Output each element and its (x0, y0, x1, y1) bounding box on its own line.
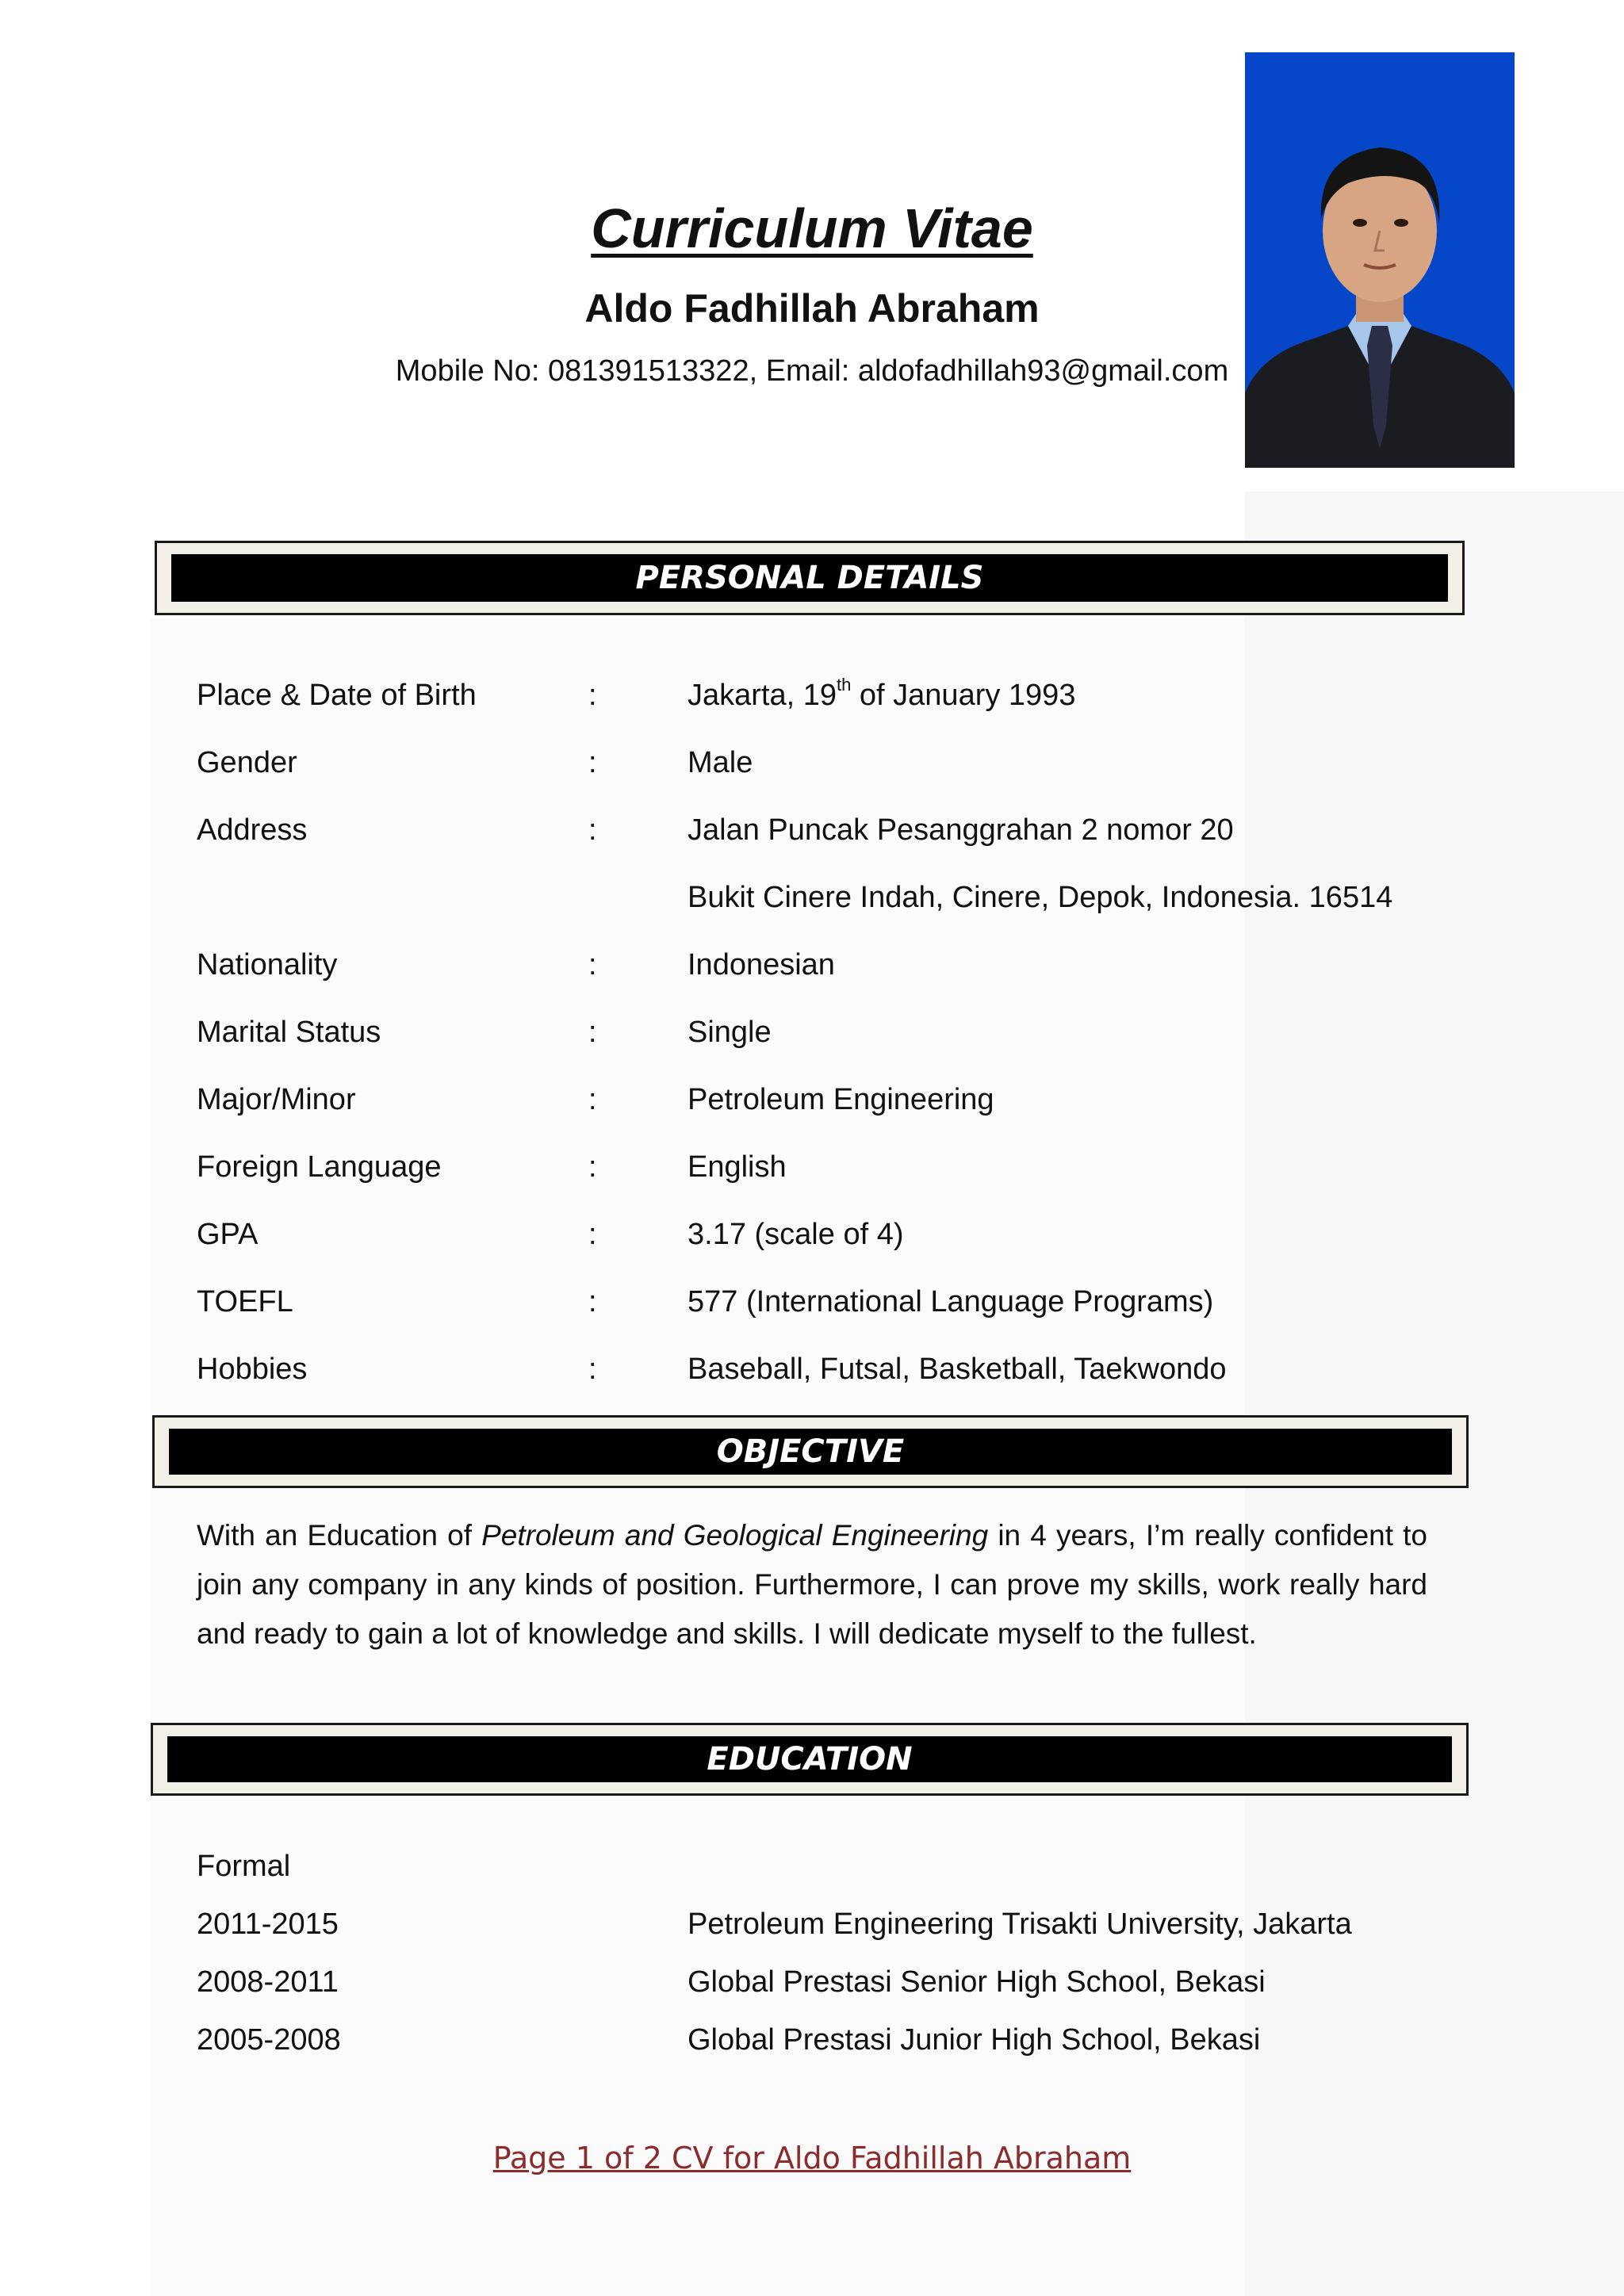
education-years: 2011-2015 (197, 1908, 339, 1941)
page-background-right (1245, 492, 1624, 2296)
objective-emphasis: Petroleum and Geological Engineering (481, 1519, 989, 1552)
education-school: Petroleum Engineering Trisakti University, Jakarta (688, 1908, 1352, 1941)
detail-value: English (688, 1150, 787, 1184)
detail-colon: : (588, 1150, 597, 1184)
section-title-personal: PERSONAL DETAILS (171, 554, 1448, 602)
detail-value: Indonesian (688, 948, 835, 982)
detail-value-text: of January 1993 (851, 679, 1076, 712)
education-school: Global Prestasi Senior High School, Bekasi (688, 1965, 1266, 1999)
detail-label: Foreign Language (197, 1150, 442, 1184)
section-header-personal (155, 541, 1465, 615)
detail-label: TOEFL (197, 1285, 293, 1318)
contact-line: Mobile No: 081391513322, Email: aldofadhillah93@gmail.com (395, 354, 1229, 388)
detail-colon: : (588, 746, 597, 779)
detail-value: 3.17 (scale of 4) (688, 1218, 904, 1251)
page-footer: Page 1 of 2 CV for Aldo Fadhillah Abraham (492, 2141, 1132, 2175)
detail-label: Place & Date of Birth (197, 679, 477, 712)
detail-label: Address (197, 813, 308, 847)
objective-paragraph (197, 1511, 1427, 1659)
detail-label: Gender (197, 746, 297, 779)
portrait-photo (1245, 52, 1515, 468)
detail-value: Male (688, 746, 753, 779)
detail-colon: : (588, 1083, 597, 1116)
objective-text: in 4 years, I’m really confident to join any company in any kinds of position. Furthermore, I can prove my skills, work really hard and ready to gain a lot of knowledge and skills. I will dedicate myself to the fullest. (197, 1519, 1427, 1650)
detail-colon: : (588, 1218, 597, 1251)
section-title-objective: OBJECTIVE (169, 1429, 1452, 1475)
section-title-education: EDUCATION (167, 1736, 1452, 1782)
detail-colon: : (588, 679, 597, 712)
education-years: 2008-2011 (197, 1965, 339, 1999)
detail-value: Jalan Puncak Pesanggrahan 2 nomor 20 (688, 813, 1234, 847)
detail-value: 577 (International Language Programs) (688, 1285, 1214, 1318)
detail-colon: : (588, 1285, 597, 1318)
detail-label: GPA (197, 1218, 259, 1251)
candidate-name: Aldo Fadhillah Abraham (584, 286, 1040, 331)
section-header-education (151, 1723, 1469, 1796)
detail-colon: : (588, 813, 597, 847)
detail-label: Marital Status (197, 1016, 381, 1049)
detail-value: Baseball, Futsal, Basketball, Taekwondo (688, 1353, 1227, 1386)
detail-value (688, 675, 1076, 712)
detail-value: Petroleum Engineering (688, 1083, 994, 1116)
detail-colon: : (588, 1353, 597, 1386)
detail-label: Nationality (197, 948, 338, 982)
detail-label: Hobbies (197, 1353, 308, 1386)
detail-value-superscript: th (837, 675, 852, 695)
education-subheading: Formal (197, 1850, 291, 1883)
portrait-icon (1245, 52, 1515, 468)
detail-value: Single (688, 1016, 772, 1049)
detail-value-text: Jakarta, 19 (688, 679, 837, 712)
detail-colon: : (588, 948, 597, 982)
education-school: Global Prestasi Junior High School, Bekasi (688, 2023, 1261, 2057)
detail-value: Bukit Cinere Indah, Cinere, Depok, Indonesia. 16514 (688, 881, 1393, 914)
section-header-objective (152, 1415, 1469, 1488)
objective-text: With an Education of (197, 1519, 482, 1552)
detail-label: Major/Minor (197, 1083, 356, 1116)
detail-colon: : (588, 1016, 597, 1049)
education-years: 2005-2008 (197, 2023, 341, 2057)
page-title: Curriculum Vitae (591, 197, 1033, 259)
